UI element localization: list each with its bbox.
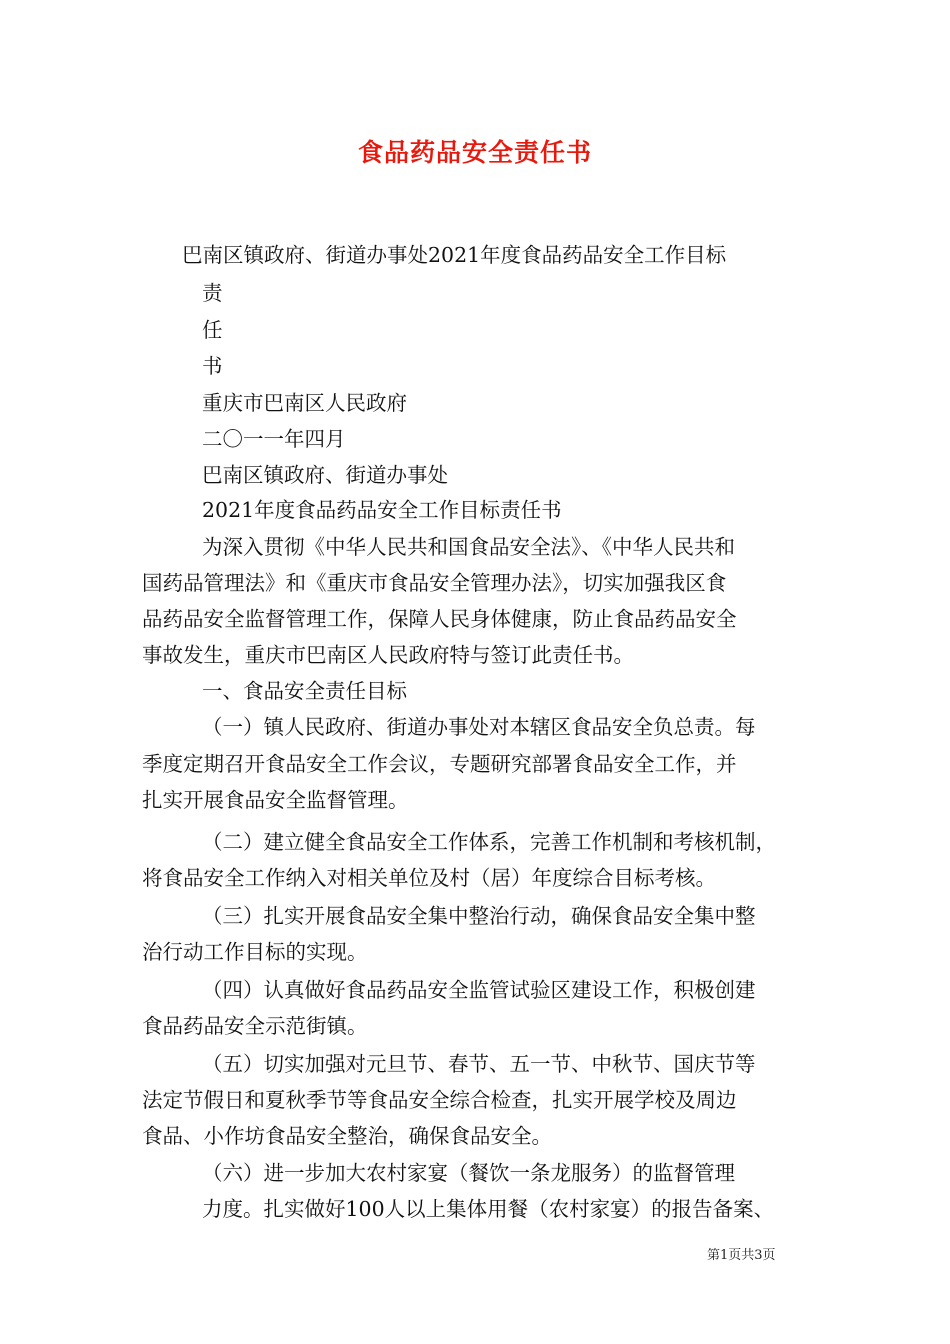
text-line: （一）镇人民政府、街道办事处对本辖区食品安全负总责。每 xyxy=(202,715,756,739)
text-line: 品药品安全监督管理工作，保障人民身体健康，防止食品药品安全 xyxy=(142,607,737,631)
text-line: 2021年度食品药品安全工作目标责任书 xyxy=(202,498,562,522)
text-line: 书 xyxy=(202,354,223,378)
text-line: 治行动工作目标的实现。 xyxy=(142,940,368,964)
text-line: 为深入贯彻《中华人民共和国食品安全法》、《中华人民共和 xyxy=(202,535,735,559)
text-line: 季度定期召开食品安全工作会议，专题研究部署食品安全工作，并 xyxy=(142,752,737,776)
text-line: 重庆市巴南区人民政府 xyxy=(202,391,407,415)
text-line: （四）认真做好食品药品安全监管试验区建设工作，积极创建 xyxy=(202,978,756,1002)
text-line: 将食品安全工作纳入对相关单位及村（居）年度综合目标考核。 xyxy=(142,866,716,890)
text-line: 法定节假日和夏秋季节等食品安全综合检查，扎实开展学校及周边 xyxy=(142,1088,737,1112)
text-line: （五）切实加强对元旦节、春节、五一节、中秋节、国庆节等 xyxy=(202,1052,756,1076)
text-line: （六）进一步加大农村家宴（餐饮一条龙服务）的监督管理 xyxy=(202,1161,735,1185)
text-line: 事故发生，重庆市巴南区人民政府特与签订此责任书。 xyxy=(142,643,634,667)
text-line: 食品、小作坊食品安全整治，确保食品安全。 xyxy=(142,1124,552,1148)
text-line: 扎实开展食品安全监督管理。 xyxy=(142,788,409,812)
document-title: 食品药品安全责任书 xyxy=(357,138,592,167)
text-line: 国药品管理法》和《重庆市食品安全管理办法》，切实加强我区食 xyxy=(142,571,727,595)
section-heading: 一、食品安全责任目标 xyxy=(202,679,407,703)
text-line: 力度。扎实做好100人以上集体用餐（农村家宴）的报告备案、 xyxy=(202,1197,775,1221)
text-line: 责 xyxy=(202,281,223,305)
text-line: （三）扎实开展食品安全集中整治行动，确保食品安全集中整 xyxy=(202,904,756,928)
text-line: 任 xyxy=(202,318,223,342)
page-number: 第1页共3页 xyxy=(707,1248,776,1263)
text-line: 巴南区镇政府、街道办事处2021年度食品药品安全工作目标 xyxy=(182,243,727,267)
text-line: 食品药品安全示范街镇。 xyxy=(142,1014,368,1038)
text-line: 巴南区镇政府、街道办事处 xyxy=(202,463,448,487)
text-line: 二〇一一年四月 xyxy=(202,427,346,451)
text-line: （二）建立健全食品安全工作体系，完善工作机制和考核机制， xyxy=(202,830,776,854)
